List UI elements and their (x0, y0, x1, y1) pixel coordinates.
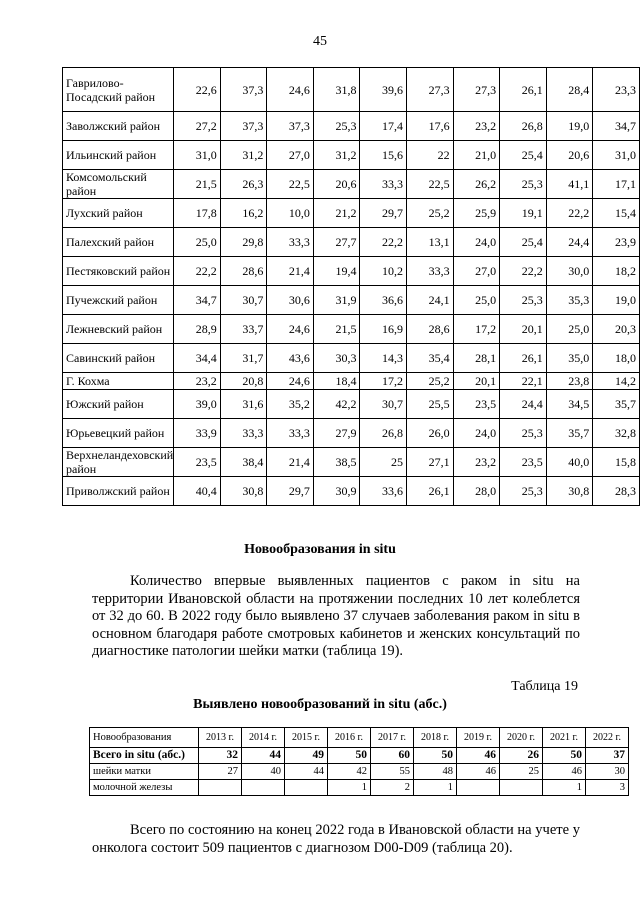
table-cell: 1 (328, 780, 371, 796)
table-cell: 26,3 (220, 170, 267, 199)
table-cell: 13,1 (407, 228, 454, 257)
table-cell: 30,0 (546, 257, 593, 286)
section-heading: Новообразования in situ (244, 542, 396, 557)
table-cell: 30,7 (360, 390, 407, 419)
table-cell (199, 780, 242, 796)
table-cell: 39,6 (360, 68, 407, 112)
table-cell: 28,3 (593, 477, 640, 506)
district-name: Юрьевецкий район (63, 419, 174, 448)
paragraph-registered: Всего по состоянию на конец 2022 года в Ивановской области на учете у онколога состоит 509 пациентов с диагнозом D00-D09 (таблица 20). (92, 822, 580, 856)
table-cell: 32 (199, 748, 242, 764)
table-row (63, 448, 640, 477)
table-cell: 15,8 (593, 448, 640, 477)
table-cell: 25,4 (500, 228, 547, 257)
table-cell: 22,2 (174, 257, 221, 286)
table-cell: 33,3 (267, 419, 314, 448)
district-name: Лухский район (63, 199, 174, 228)
table-cell: 37,3 (220, 112, 267, 141)
table-cell (500, 780, 543, 796)
table-cell: 26,8 (500, 112, 547, 141)
table-cell: 27,2 (174, 112, 221, 141)
table-cell: 32,8 (593, 419, 640, 448)
row-label: молочной железы (90, 780, 199, 796)
district-name: Верхнеландеховский район (63, 448, 174, 477)
table-cell: 23,9 (593, 228, 640, 257)
table-cell: 30,9 (313, 477, 360, 506)
table-cell: 34,7 (174, 286, 221, 315)
table-cell: 24,6 (267, 373, 314, 390)
table-cell: 29,7 (267, 477, 314, 506)
year-header: 2013 г. (199, 728, 242, 748)
table-cell: 50 (328, 748, 371, 764)
column-header: Новообразования (90, 728, 199, 748)
table-cell: 20,1 (500, 315, 547, 344)
table-cell: 24,0 (453, 419, 500, 448)
table-cell: 27 (199, 764, 242, 780)
table-cell: 27,0 (267, 141, 314, 170)
table-cell: 25,3 (500, 477, 547, 506)
year-header: 2016 г. (328, 728, 371, 748)
table-cell: 25,9 (453, 199, 500, 228)
table-cell: 28,1 (453, 344, 500, 373)
table-cell: 20,8 (220, 373, 267, 390)
table-cell: 25,4 (500, 141, 547, 170)
table-cell: 22,5 (267, 170, 314, 199)
table-cell: 48 (414, 764, 457, 780)
table-cell: 55 (371, 764, 414, 780)
table-cell: 35,7 (546, 419, 593, 448)
table-cell: 35,2 (267, 390, 314, 419)
table-cell: 33,3 (267, 228, 314, 257)
table-cell: 42,2 (313, 390, 360, 419)
table-cell: 34,4 (174, 344, 221, 373)
table-cell: 24,4 (546, 228, 593, 257)
table-cell: 46 (543, 764, 586, 780)
table-cell: 20,3 (593, 315, 640, 344)
table-cell: 27,0 (453, 257, 500, 286)
year-header: 2014 г. (242, 728, 285, 748)
table-cell: 28,0 (453, 477, 500, 506)
table-cell: 28,6 (220, 257, 267, 286)
table-row (63, 199, 640, 228)
table-cell: 14,2 (593, 373, 640, 390)
table-cell: 33,3 (407, 257, 454, 286)
table-header-row (90, 728, 629, 748)
table-cell: 16,9 (360, 315, 407, 344)
table-row (63, 373, 640, 390)
table-label: Таблица 19 (511, 679, 578, 694)
table-row (63, 68, 640, 112)
table-cell: 31,7 (220, 344, 267, 373)
table-cell: 22,2 (360, 228, 407, 257)
table-cell: 2 (371, 780, 414, 796)
table-cell: 40 (242, 764, 285, 780)
table-cell: 49 (285, 748, 328, 764)
table-cell: 20,6 (313, 170, 360, 199)
table-cell: 50 (414, 748, 457, 764)
table-cell: 25,2 (407, 199, 454, 228)
table-cell: 15,6 (360, 141, 407, 170)
year-header: 2015 г. (285, 728, 328, 748)
table-cell: 33,7 (220, 315, 267, 344)
table-cell: 21,2 (313, 199, 360, 228)
table-cell: 33,3 (220, 419, 267, 448)
table-cell: 17,2 (453, 315, 500, 344)
table-cell (242, 780, 285, 796)
table-cell: 41,1 (546, 170, 593, 199)
table-cell: 20,6 (546, 141, 593, 170)
table-cell: 30,8 (546, 477, 593, 506)
table-cell: 27,1 (407, 448, 454, 477)
district-name: Ильинский район (63, 141, 174, 170)
table-cell: 17,4 (360, 112, 407, 141)
table-cell: 22,2 (500, 257, 547, 286)
table-cell: 23,2 (453, 112, 500, 141)
year-header: 2018 г. (414, 728, 457, 748)
table-cell: 23,5 (500, 448, 547, 477)
table-cell: 25,5 (407, 390, 454, 419)
table-cell: 25,0 (174, 228, 221, 257)
table-cell: 25,2 (407, 373, 454, 390)
table-cell: 22,5 (407, 170, 454, 199)
table-cell: 31,6 (220, 390, 267, 419)
table-row (90, 780, 629, 796)
table-cell: 28,9 (174, 315, 221, 344)
table-cell: 27,7 (313, 228, 360, 257)
table-cell: 27,3 (407, 68, 454, 112)
table-cell: 25 (360, 448, 407, 477)
table-cell: 31,0 (174, 141, 221, 170)
table-cell: 34,7 (593, 112, 640, 141)
table-cell: 25,3 (500, 419, 547, 448)
table-cell: 37 (586, 748, 629, 764)
table-row (63, 112, 640, 141)
table-cell: 31,8 (313, 68, 360, 112)
table-cell: 29,7 (360, 199, 407, 228)
table-cell: 27,9 (313, 419, 360, 448)
table-cell: 21,4 (267, 448, 314, 477)
district-name: Пучежский район (63, 286, 174, 315)
district-name: Заволжский район (63, 112, 174, 141)
table-cell: 23,8 (546, 373, 593, 390)
table-cell: 3 (586, 780, 629, 796)
table-cell: 20,1 (453, 373, 500, 390)
table-cell: 33,9 (174, 419, 221, 448)
table-cell: 26 (500, 748, 543, 764)
table-cell: 23,2 (174, 373, 221, 390)
paragraph-insitu-intro: Количество впервые выявленных пациентов с раком in situ на территории Ивановской области на протяжении последних 10 лет колеблется от 32 до 60. В 2022 году было выявлено 37 случаев заболевания раком in situ в основном благодаря работе смотровых кабинетов и женских консультаций по диагностике патологии шейки матки (таблица 19). (92, 573, 580, 659)
table-cell: 46 (457, 748, 500, 764)
table-row (63, 315, 640, 344)
table-cell: 34,5 (546, 390, 593, 419)
table-cell: 30,8 (220, 477, 267, 506)
table-row (63, 286, 640, 315)
table-cell: 50 (543, 748, 586, 764)
table-cell: 24,6 (267, 315, 314, 344)
table-cell: 30,3 (313, 344, 360, 373)
table-cell: 19,4 (313, 257, 360, 286)
page-number: 45 (313, 34, 327, 49)
table-cell: 19,0 (546, 112, 593, 141)
year-header: 2017 г. (371, 728, 414, 748)
district-name: Комсомольский район (63, 170, 174, 199)
table-cell: 10,0 (267, 199, 314, 228)
table-cell: 26,2 (453, 170, 500, 199)
table-title: Выявлено новообразований in situ (абс.) (193, 697, 447, 712)
table-cell: 26,1 (500, 344, 547, 373)
table-row (63, 477, 640, 506)
table-cell: 22,2 (546, 199, 593, 228)
table-cell: 44 (285, 764, 328, 780)
row-label: Всего in situ (абс.) (90, 748, 199, 764)
district-name: Гаврилово-Посадский район (63, 68, 174, 112)
table-cell: 36,6 (360, 286, 407, 315)
table-cell: 17,6 (407, 112, 454, 141)
table-cell: 14,3 (360, 344, 407, 373)
district-name: Савинский район (63, 344, 174, 373)
table-cell: 1 (543, 780, 586, 796)
table-cell: 27,3 (453, 68, 500, 112)
table-cell: 26,0 (407, 419, 454, 448)
table-cell: 46 (457, 764, 500, 780)
table-cell: 28,4 (546, 68, 593, 112)
table-row (90, 764, 629, 780)
table-cell: 26,8 (360, 419, 407, 448)
table-cell: 35,0 (546, 344, 593, 373)
district-name: Приволжский район (63, 477, 174, 506)
table-cell: 25,3 (500, 170, 547, 199)
table-cell: 33,3 (360, 170, 407, 199)
table-cell: 25,0 (546, 315, 593, 344)
table-cell: 30,7 (220, 286, 267, 315)
year-header: 2019 г. (457, 728, 500, 748)
table-cell: 21,4 (267, 257, 314, 286)
table-cell (457, 780, 500, 796)
table-cell: 23,3 (593, 68, 640, 112)
table-cell: 37,3 (267, 112, 314, 141)
table-cell: 38,5 (313, 448, 360, 477)
table-cell: 40,0 (546, 448, 593, 477)
district-name: Лежневский район (63, 315, 174, 344)
table-row (63, 170, 640, 199)
table-cell: 17,1 (593, 170, 640, 199)
table-cell: 21,5 (174, 170, 221, 199)
table-row (63, 257, 640, 286)
table-cell: 25,0 (453, 286, 500, 315)
table-cell: 31,2 (313, 141, 360, 170)
table-cell: 24,6 (267, 68, 314, 112)
table-cell: 30 (586, 764, 629, 780)
table-row (63, 419, 640, 448)
table-cell: 31,9 (313, 286, 360, 315)
table-row (90, 748, 629, 764)
row-label: шейки матки (90, 764, 199, 780)
table-cell: 31,0 (593, 141, 640, 170)
table-cell: 42 (328, 764, 371, 780)
table-cell: 25,3 (313, 112, 360, 141)
table-cell: 24,1 (407, 286, 454, 315)
table-cell: 29,8 (220, 228, 267, 257)
district-incidence-table (62, 67, 640, 506)
table-cell: 18,0 (593, 344, 640, 373)
table-cell: 35,7 (593, 390, 640, 419)
table-cell: 17,8 (174, 199, 221, 228)
table-row (63, 344, 640, 373)
table-cell: 23,5 (174, 448, 221, 477)
table-cell: 24,0 (453, 228, 500, 257)
table-cell: 22,1 (500, 373, 547, 390)
table-cell: 28,6 (407, 315, 454, 344)
table-cell: 35,3 (546, 286, 593, 315)
district-name: Пестяковский район (63, 257, 174, 286)
table-row (63, 228, 640, 257)
table-cell: 23,5 (453, 390, 500, 419)
table-cell: 39,0 (174, 390, 221, 419)
table-cell: 25 (500, 764, 543, 780)
table-cell: 22,6 (174, 68, 221, 112)
table-cell: 19,0 (593, 286, 640, 315)
district-name: Палехский район (63, 228, 174, 257)
insitu-table (89, 727, 629, 796)
year-header: 2020 г. (500, 728, 543, 748)
table-cell: 15,4 (593, 199, 640, 228)
table-cell: 10,2 (360, 257, 407, 286)
table-cell: 44 (242, 748, 285, 764)
year-header: 2022 г. (586, 728, 629, 748)
table-cell: 18,4 (313, 373, 360, 390)
district-name: Г. Кохма (63, 373, 174, 390)
table-cell: 37,3 (220, 68, 267, 112)
table-cell: 21,0 (453, 141, 500, 170)
table-cell: 16,2 (220, 199, 267, 228)
table-cell: 19,1 (500, 199, 547, 228)
table-cell: 24,4 (500, 390, 547, 419)
year-header: 2021 г. (543, 728, 586, 748)
table-cell: 23,2 (453, 448, 500, 477)
table-cell: 1 (414, 780, 457, 796)
table-cell: 43,6 (267, 344, 314, 373)
table-cell: 40,4 (174, 477, 221, 506)
district-name: Южский район (63, 390, 174, 419)
table-cell: 30,6 (267, 286, 314, 315)
table-cell: 26,1 (407, 477, 454, 506)
table-row (63, 390, 640, 419)
table-cell (285, 780, 328, 796)
table-cell: 26,1 (500, 68, 547, 112)
table-cell: 21,5 (313, 315, 360, 344)
table-cell: 31,2 (220, 141, 267, 170)
table-cell: 35,4 (407, 344, 454, 373)
table-row (63, 141, 640, 170)
table-cell: 60 (371, 748, 414, 764)
table-cell: 22 (407, 141, 454, 170)
table-cell: 33,6 (360, 477, 407, 506)
table-cell: 18,2 (593, 257, 640, 286)
table-cell: 38,4 (220, 448, 267, 477)
table-cell: 17,2 (360, 373, 407, 390)
table-cell: 25,3 (500, 286, 547, 315)
